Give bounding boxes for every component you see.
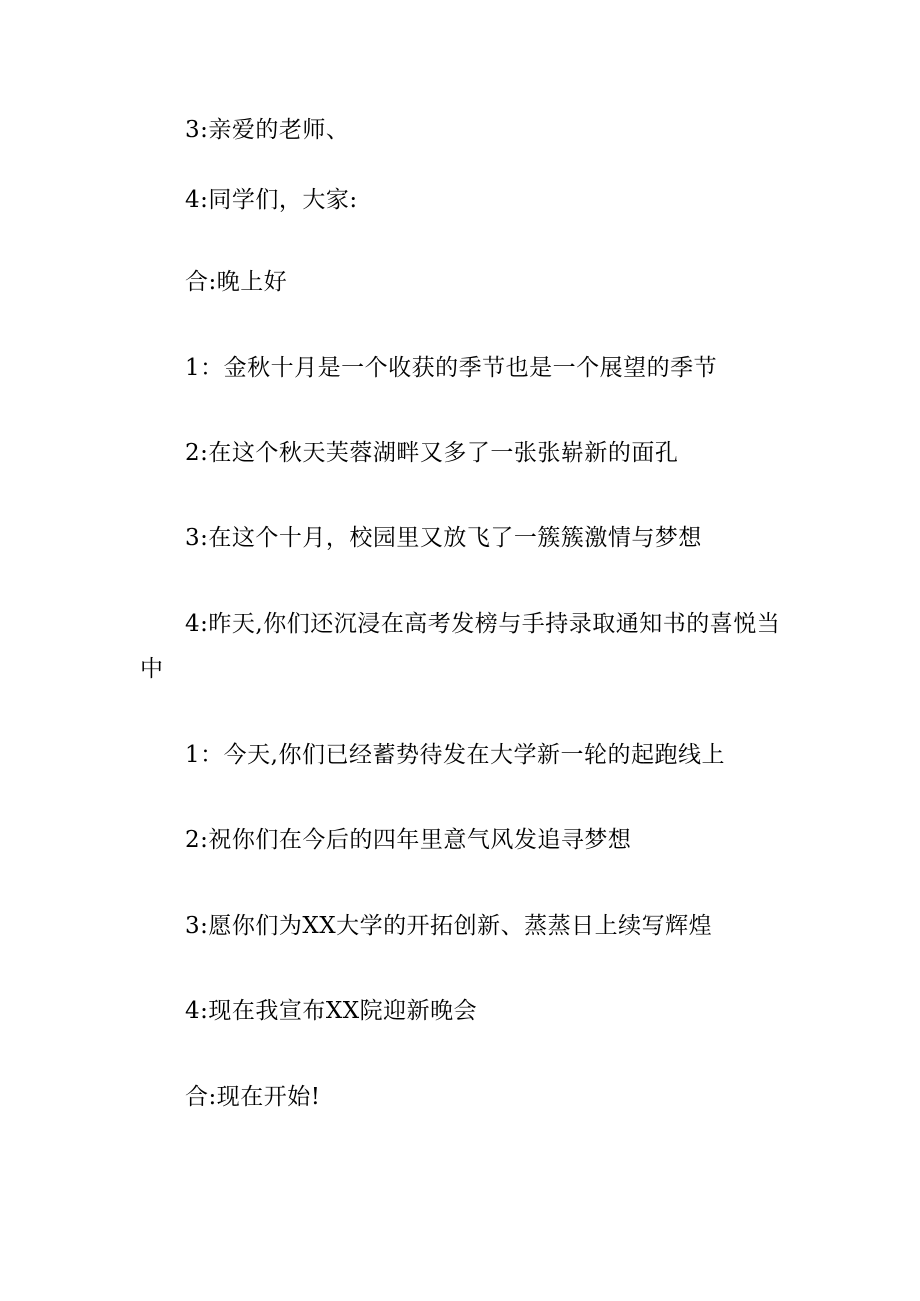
script-line-9: 2:祝你们在今后的四年里意气风发追寻梦想	[185, 827, 632, 853]
script-line-1: 3:亲爱的老师、	[185, 117, 350, 143]
script-line-6: 3:在这个十月，校园里又放飞了一簇簇激情与梦想	[185, 525, 702, 551]
script-line-7: 4:昨天,你们还沉浸在高考发榜与手持录取通知书的喜悦当	[185, 611, 781, 637]
script-line-3: 合:晚上好	[185, 269, 288, 295]
script-line-10: 3:愿你们为XX大学的开拓创新、蒸蒸日上续写辉煌	[185, 913, 713, 939]
script-line-2: 4:同学们，大家:	[185, 187, 358, 213]
script-line-8: 1：今天,你们已经蓄势待发在大学新一轮的起跑线上	[185, 742, 725, 768]
script-line-12: 合:现在开始!	[185, 1084, 321, 1110]
script-line-11: 4:现在我宣布XX院迎新晚会	[185, 998, 478, 1024]
script-line-5: 2:在这个秋天芙蓉湖畔又多了一张张崭新的面孔	[185, 440, 679, 466]
script-line-4: 1：金秋十月是一个收获的季节也是一个展望的季节	[185, 355, 718, 381]
script-line-7-continuation: 中	[140, 656, 164, 682]
